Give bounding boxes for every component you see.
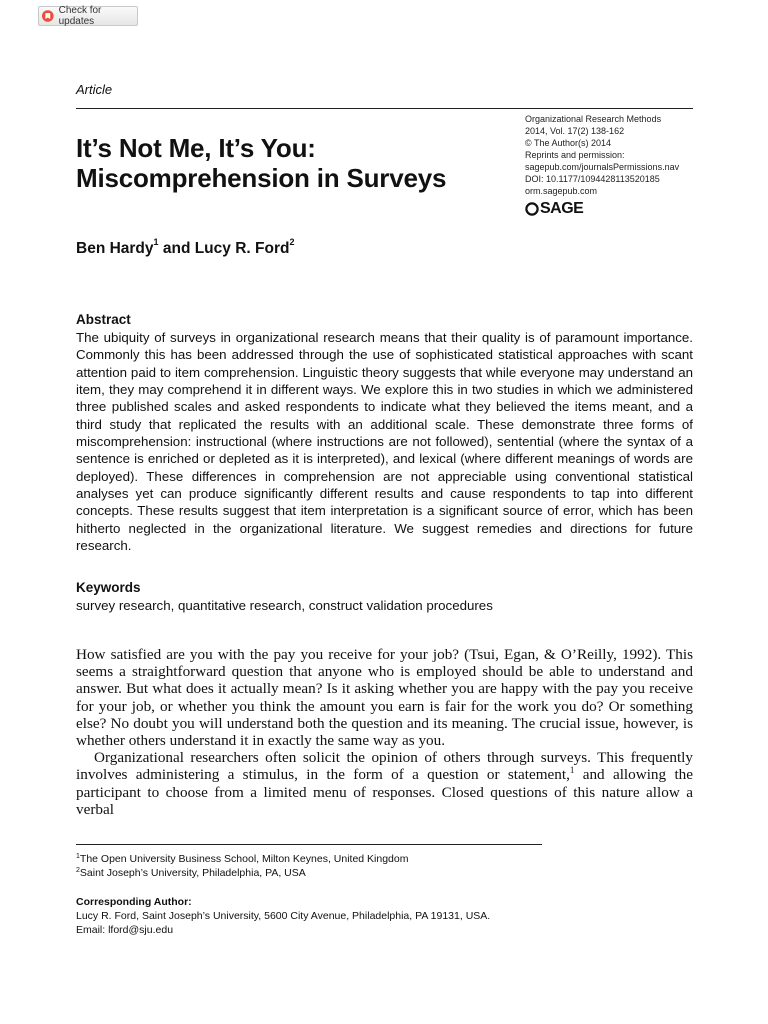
footnote-1-text: The Open University Business School, Milton Keynes, United Kingdom (79, 853, 409, 865)
footnote-2 (76, 866, 306, 880)
footnote-2-number: 2 (76, 867, 80, 874)
sage-logo-icon (525, 202, 539, 216)
corresponding-author-heading: Corresponding Author: (76, 896, 192, 908)
journal-doi[interactable]: DOI: 10.1177/1094428113520185 (525, 174, 660, 184)
title-line-2: Miscomprehension in Surveys (76, 163, 447, 193)
update-icon (42, 10, 54, 22)
footnote-2-text: Saint Joseph’s University, Philadelphia, PA, USA (79, 867, 306, 879)
author-1: Ben Hardy (76, 240, 154, 257)
author-joiner: and (158, 240, 195, 257)
author-2-affiliation: 2 (289, 237, 295, 247)
journal-name: Organizational Research Methods (525, 114, 662, 124)
keywords-heading: Keywords (76, 580, 141, 595)
corresponding-author-email[interactable]: Email: lford@sju.edu (76, 924, 174, 936)
footnote-rule (76, 844, 542, 845)
body-paragraph-2-part-a: Organizational researchers often solicit the opinion of others through surveys. This frequently involves administering a stimulus, in the form of a question or statement, (76, 749, 693, 784)
journal-site-link[interactable]: orm.sagepub.com (525, 186, 598, 196)
journal-copyright: © The Author(s) 2014 (525, 138, 612, 148)
title-line-1: It’s Not Me, It’s You: (76, 133, 316, 163)
paper-title (76, 133, 506, 193)
author-list (76, 237, 295, 258)
corresponding-author-address: Lucy R. Ford, Saint Joseph’s University, 5600 City Avenue, Philadelphia, PA 19131, USA. (76, 910, 491, 922)
footnote-1 (76, 852, 408, 866)
footnote-ref-1[interactable]: 1 (569, 765, 575, 776)
abstract-heading: Abstract (76, 312, 131, 327)
author-2: Lucy R. Ford (194, 240, 290, 257)
keywords-text: survey research, quantitative research, construct validation procedures (76, 598, 493, 613)
author-1-affiliation: 1 (153, 237, 159, 247)
body-paragraph-2 (76, 749, 693, 818)
journal-info (525, 113, 679, 197)
sage-logo (525, 200, 583, 218)
check-for-updates-button[interactable] (38, 6, 138, 26)
body-paragraph-2-part-b: and allowing the participant to choose from a limited menu of responses. Closed questions of this nature allow a verbal (76, 766, 693, 818)
header-rule (76, 108, 693, 109)
abstract-text: The ubiquity of surveys in organizational research means that their quality is of paramount importance. Commonly this has been addressed through the use of sophisticated statistical approaches with scant attention paid to item comprehension. Linguistic theory suggests that while everyone may understand an item, they may comprehend it in different ways. We explore this in two studies in which we administered three published scales and asked respondents to indicate what they believed the items meant, and a third study that replicated the results with an additional scale. These demonstrate three forms of miscomprehension: instructional (where instructions are not followed), sentential (where the syntax of a sentence is enriched or depleted as it is interpreted), and lexical (where different meanings of words are deployed). These differences in comprehension are not appreciable using conventional statistical analyses yet can produce significantly different results and cause respondents to tap into different concepts. These results suggest that item interpretation is a significant source of error, which has been hitherto neglected in the organizational literature. We suggest remedies and directions for future research. (76, 330, 693, 554)
article-type-label: Article (76, 82, 113, 97)
check-for-updates-label: Check for updates (58, 5, 102, 27)
journal-reprints: Reprints and permission: (525, 150, 625, 160)
journal-volume: 2014, Vol. 17(2) 138-162 (525, 126, 625, 136)
footnote-1-number: 1 (76, 853, 80, 860)
body-text (76, 646, 693, 818)
body-paragraph-1: How satisfied are you with the pay you receive for your job? (Tsui, Egan, & O’Reilly, 1992). This seems a straightforward question that anyone who is employed should be able to understand and answer. But what does it actually mean? Is it asking whether you are happy with the pay you receive for your job, or whether you think the amount you earn is fair for the work you do? Or something else? No doubt you will understand both the question and its meaning. The crucial issue, however, is whether others understand it in exactly the same way as you. (76, 646, 693, 750)
journal-permissions-link[interactable]: sagepub.com/journalsPermissions.nav (525, 162, 680, 172)
sage-logo-text: SAGE (540, 200, 584, 217)
